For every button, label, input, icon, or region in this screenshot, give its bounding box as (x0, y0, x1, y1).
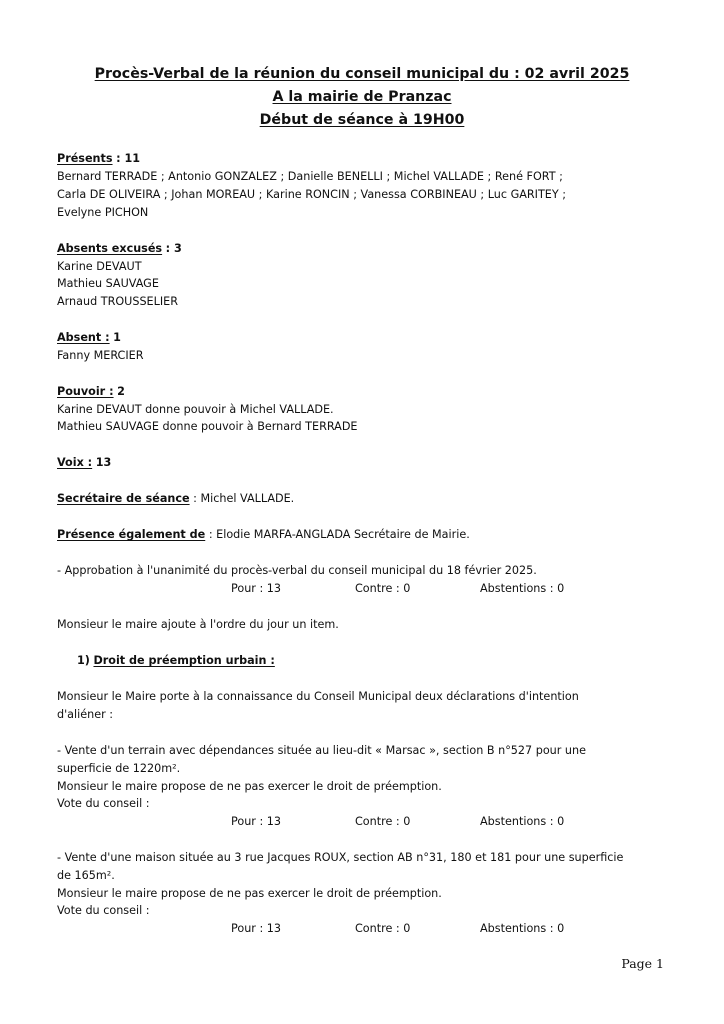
vote-pour: Pour : 13 (231, 815, 281, 828)
vote-contre: Contre : 0 (355, 922, 411, 935)
ordre-du-jour-text: Monsieur le maire ajoute à l'ordre du jour un item. (57, 618, 339, 631)
page-number: Page 1 (621, 956, 664, 971)
pouvoir-label: Pouvoir : (57, 385, 114, 398)
absent-excuse-name: Arnaud TROUSSELIER (57, 295, 178, 308)
absent-count: 1 (113, 331, 121, 344)
pouvoir-heading (57, 383, 125, 400)
presence-label: Présence également de (57, 528, 206, 541)
voix-heading (57, 454, 111, 471)
secretaire-label: Secrétaire de séance (57, 492, 190, 505)
absent-name: Fanny MERCIER (57, 349, 144, 362)
presents-line: Carla DE OLIVEIRA ; Johan MOREAU ; Karine RONCIN ; Vanessa CORBINEAU ; Luc GARITEY ; (57, 188, 567, 201)
item-line: Monsieur le maire propose de ne pas exercer le droit de préemption. (57, 780, 442, 793)
presents-line: Bernard TERRADE ; Antonio GONZALEZ ; Danielle BENELLI ; Michel VALLADE ; René FORT ; (57, 170, 563, 183)
section-intro-line: d'aliéner : (57, 708, 114, 721)
item-line: Vote du conseil : (57, 797, 150, 810)
document-title: Procès-Verbal de la réunion du conseil municipal du : 02 avril 2025 (94, 66, 630, 82)
meeting-location: A la mairie de Pranzac (272, 89, 452, 105)
absent-label: Absent : (57, 331, 110, 344)
presents-line: Evelyne PICHON (57, 206, 149, 219)
approbation-text: - Approbation à l'unanimité du procès-verbal du conseil municipal du 18 février 2025. (57, 564, 537, 577)
section-number: 1) (77, 654, 90, 667)
vote-pour: Pour : 13 (231, 582, 281, 595)
vote-abstentions: Abstentions : 0 (480, 582, 565, 595)
vote-abstentions: Abstentions : 0 (480, 815, 565, 828)
presents-label: Présents (57, 152, 113, 165)
absent-excuse-name: Mathieu SAUVAGE (57, 277, 159, 290)
item-line: Monsieur le maire propose de ne pas exercer le droit de préemption. (57, 887, 442, 900)
item-line: Vote du conseil : (57, 904, 150, 917)
presents-heading (57, 150, 140, 167)
section-1-heading (77, 652, 275, 669)
section-title: Droit de préemption urbain : (93, 654, 275, 667)
section-intro-line: Monsieur le Maire porte à la connaissance du Conseil Municipal deux déclarations d'intention (57, 690, 579, 703)
vote-contre: Contre : 0 (355, 815, 411, 828)
item-line: superficie de 1220m². (57, 762, 181, 775)
meeting-start: Début de séance à 19H00 (259, 112, 465, 128)
pouvoir-count: 2 (117, 385, 125, 398)
secretaire-line (57, 490, 294, 507)
absents-excuses-heading (57, 240, 182, 257)
voix-count: 13 (95, 456, 112, 469)
pouvoir-line: Karine DEVAUT donne pouvoir à Michel VALLADE. (57, 403, 334, 416)
presents-count: : 11 (116, 152, 141, 165)
vote-abstentions: Abstentions : 0 (480, 922, 565, 935)
voix-label: Voix : (57, 456, 93, 469)
absents-excuses-label: Absents excusés (57, 242, 163, 255)
absent-heading (57, 329, 121, 346)
secretaire-value: : Michel VALLADE. (193, 492, 295, 505)
item-line: - Vente d'une maison située au 3 rue Jacques ROUX, section AB n°31, 180 et 181 pour une superficie (57, 851, 624, 864)
presence-value: : Elodie MARFA-ANGLADA Secrétaire de Mairie. (208, 528, 470, 541)
vote-pour: Pour : 13 (231, 922, 281, 935)
item-line: de 165m². (57, 869, 115, 882)
item-line: - Vente d'un terrain avec dépendances située au lieu-dit « Marsac », section B n°527 pour une (57, 744, 586, 757)
pouvoir-line: Mathieu SAUVAGE donne pouvoir à Bernard TERRADE (57, 420, 358, 433)
absent-excuse-name: Karine DEVAUT (57, 260, 142, 273)
presence-line (57, 526, 470, 543)
vote-contre: Contre : 0 (355, 582, 411, 595)
absents-excuses-count: : 3 (165, 242, 182, 255)
